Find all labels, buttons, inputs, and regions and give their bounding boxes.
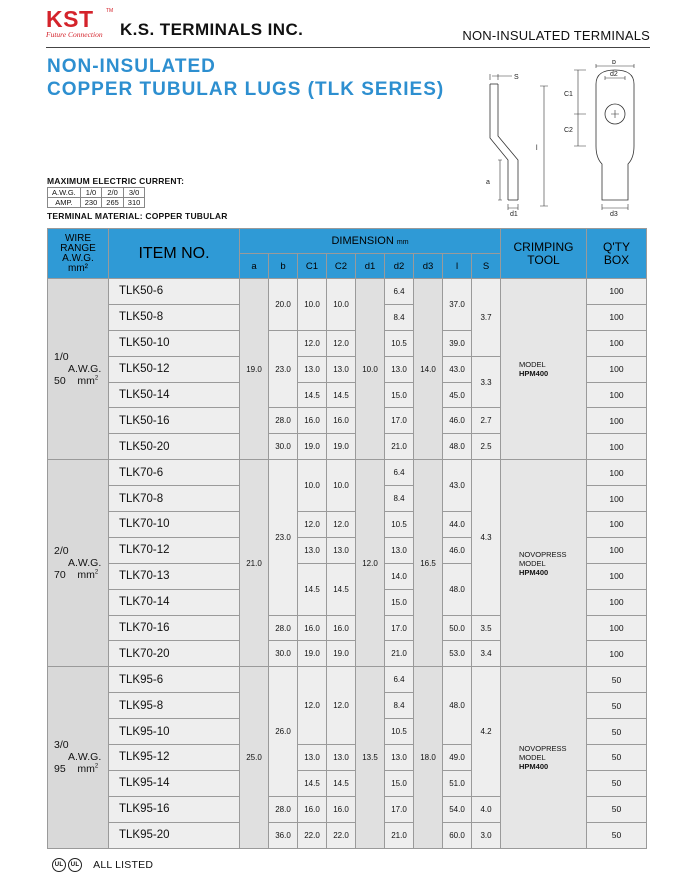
header-divider [46,47,650,48]
awg-value: 3/0 [123,188,145,198]
tool-brand: NOVOPRESS [519,743,567,753]
crimping-tool [501,667,587,848]
wire-range-cell [48,460,109,667]
title-line-2: COPPER TUBULAR LUGS (TLK SERIES) [47,79,445,100]
dim-d2: 21.0 [385,641,414,667]
dim-l: 54.0 [443,796,472,822]
header-wire-line: WIRE [64,232,92,244]
qty: 100 [587,382,647,408]
header-col-l: l [443,254,472,279]
dim-b: 28.0 [269,796,298,822]
item-no: TLK95-12 [109,745,240,771]
header-dimension-label: DIMENSION [331,235,394,247]
header-tool-line: CRIMPING [513,239,574,254]
header-item-no: ITEM NO. [109,229,240,279]
table-row [48,667,647,693]
dim-d2: 21.0 [385,434,414,460]
dim-b: 26.0 [269,667,298,796]
amp-row-amp-label: AMP. [48,198,81,208]
table-row [48,279,647,305]
dim-c2: 14.5 [327,770,356,796]
dim-b: 20.0 [269,279,298,331]
wire-mm-value: 50 [54,375,66,388]
front-profile [596,70,634,200]
item-no: TLK50-12 [109,356,240,382]
qty: 100 [587,279,647,305]
dim-s: 3.5 [472,615,501,641]
item-no: TLK70-10 [109,512,240,538]
dim-l: 46.0 [443,408,472,434]
header-wire-range [48,229,109,279]
dim-c2: 13.0 [327,356,356,382]
dim-l: 48.0 [443,667,472,745]
dim-c1: 13.0 [298,745,327,771]
dim-c2: 13.0 [327,537,356,563]
tool-model: HPM400 [519,369,549,379]
qty: 50 [587,796,647,822]
dim-b: 36.0 [269,822,298,848]
item-no: TLK70-20 [109,641,240,667]
tool-model: HPM400 [519,567,549,577]
dim-d2: 15.0 [385,589,414,615]
tool-brand: NOVOPRESS [519,549,567,559]
footer-text: ALL LISTED [93,858,154,871]
header-wire-line: RANGE [60,242,96,254]
wire-range-cell [48,279,109,460]
wire-mm-unit: mm [77,375,95,388]
header-dimension-unit: mm [396,239,409,246]
wire-mm-unit: mm [77,763,95,776]
item-no: TLK95-20 [109,822,240,848]
header-col-d1: d1 [356,254,385,279]
dim-c1: 12.0 [298,330,327,356]
dim-c1: 14.5 [298,770,327,796]
item-no: TLK50-10 [109,330,240,356]
dim-s: 2.7 [472,408,501,434]
amp-row-awg-label: A.W.G. [48,188,81,198]
dim-b: 28.0 [269,408,298,434]
dim-b: 28.0 [269,615,298,641]
kst-logo [46,8,118,39]
dim-l: 48.0 [443,434,472,460]
dim-l: 43.0 [443,460,472,512]
header-qty-line: BOX [603,252,630,267]
wire-range-cell [48,667,109,848]
dim-d3: 16.5 [414,460,443,667]
dim-c1: 16.0 [298,408,327,434]
qty: 50 [587,693,647,719]
header-col-d2: d2 [385,254,414,279]
diag-label-d2: d2 [610,71,618,78]
lug-dimension-diagram [478,60,648,216]
amp-value: 310 [123,198,145,208]
qty: 100 [587,512,647,538]
dim-d2: 15.0 [385,770,414,796]
diag-label-a: a [486,179,490,186]
diag-label-b: b [612,60,616,66]
item-no: TLK70-12 [109,537,240,563]
header-col-b: b [269,254,298,279]
tool-model: HPM400 [519,761,549,771]
dim-l: 37.0 [443,279,472,331]
item-no: TLK70-14 [109,589,240,615]
group-3-0-awg [48,667,647,848]
wire-mm-value: 95 [54,763,66,776]
qty: 50 [587,822,647,848]
dim-d2: 10.5 [385,330,414,356]
amp-value: 265 [102,198,124,208]
wire-awg-label: A.W.G. [68,363,102,376]
diag-label-l: l [536,145,538,152]
wire-awg-label: A.W.G. [68,751,102,764]
diag-label-s: S [514,74,519,81]
dim-l: 48.0 [443,563,472,615]
qty: 50 [587,667,647,693]
dim-c1: 10.0 [298,460,327,512]
trademark-mark: TM [106,8,114,14]
wire-awg: 1/0 [54,351,69,364]
dim-c2: 22.0 [327,822,356,848]
qty: 100 [587,408,647,434]
header-qty-line: Q'TY [603,239,630,254]
dim-a: 25.0 [240,667,269,848]
group-2-0-awg [48,460,647,667]
company-name: K.S. TERMINALS INC. [120,20,304,39]
wire-awg: 2/0 [54,545,69,558]
dim-d2: 14.0 [385,563,414,589]
qty: 100 [587,330,647,356]
header-wire-line: mm² [68,262,88,274]
item-no: TLK50-20 [109,434,240,460]
ul-mark-icon: UL [52,858,66,872]
dim-d3: 14.0 [414,279,443,460]
qty: 50 [587,719,647,745]
dim-d1: 13.5 [356,667,385,848]
dim-d1: 12.0 [356,460,385,667]
dim-c1: 14.5 [298,563,327,615]
wire-awg: 3/0 [54,739,69,752]
dim-c1: 16.0 [298,615,327,641]
dim-a: 19.0 [240,279,269,460]
dim-s: 4.3 [472,460,501,615]
ul-recognized-icon: UL [68,858,82,872]
dim-l: 44.0 [443,512,472,538]
qty: 100 [587,434,647,460]
wire-awg-label: A.W.G. [68,557,102,570]
dim-d1: 10.0 [356,279,385,460]
dim-d2: 6.4 [385,460,414,486]
dim-c2: 16.0 [327,796,356,822]
dim-c2: 13.0 [327,745,356,771]
dim-l: 53.0 [443,641,472,667]
item-no: TLK95-16 [109,796,240,822]
dim-s: 3.4 [472,641,501,667]
item-no: TLK50-16 [109,408,240,434]
dim-a: 21.0 [240,460,269,667]
header [46,6,650,46]
wire-mm: 50 $mm^2$ [54,375,99,388]
dim-d2: 8.4 [385,486,414,512]
dim-b: 23.0 [269,460,298,615]
item-no: TLK70-6 [109,460,240,486]
tool-model-label: MODEL [519,558,546,568]
qty: 100 [587,563,647,589]
logo-tagline: Future Connection [46,30,103,39]
diag-label-c2: C2 [564,127,573,134]
side-profile-left [490,84,508,200]
qty: 50 [587,745,647,771]
header-tool-line: TOOL [527,252,560,267]
header-col-s: S [472,254,501,279]
dim-l: 60.0 [443,822,472,848]
dim-s: 4.2 [472,667,501,796]
dim-l: 50.0 [443,615,472,641]
dim-c1: 10.0 [298,279,327,331]
crimping-tool [501,279,587,460]
header-col-d3: d3 [414,254,443,279]
wire-mm: 70 $mm^2$ [54,569,99,582]
dim-c2: 14.5 [327,382,356,408]
tool-model-label: MODEL [519,360,546,370]
item-no: TLK95-6 [109,667,240,693]
dim-c1: 14.5 [298,382,327,408]
diag-label-d1: d1 [510,211,518,216]
item-no: TLK70-8 [109,486,240,512]
item-no: TLK70-16 [109,615,240,641]
diag-label-c1: C1 [564,91,573,98]
dim-d2: 10.5 [385,512,414,538]
dim-d2: 13.0 [385,356,414,382]
max-current-title: MAXIMUM ELECTRIC CURRENT: [47,176,185,186]
dim-l: 43.0 [443,356,472,382]
qty: 50 [587,770,647,796]
dim-l: 45.0 [443,382,472,408]
wire-mm-unit: mm [77,569,95,582]
dim-s: 4.0 [472,796,501,822]
dim-c1: 16.0 [298,796,327,822]
qty: 100 [587,304,647,330]
dim-c1: 13.0 [298,356,327,382]
qty: 100 [587,460,647,486]
awg-value: 2/0 [102,188,124,198]
qty: 100 [587,589,647,615]
dim-d2: 13.0 [385,745,414,771]
dim-l: 46.0 [443,537,472,563]
dim-l: 39.0 [443,330,472,356]
item-no: TLK70-13 [109,563,240,589]
header-wire-line: A.W.G. [62,252,94,264]
amp-value: 230 [80,198,102,208]
wire-mm: 95 $mm^2$ [54,763,99,776]
title-line-1: NON-INSULATED [47,56,216,77]
dim-d2: 6.4 [385,667,414,693]
qty: 100 [587,615,647,641]
qty: 100 [587,537,647,563]
awg-value: 1/0 [80,188,102,198]
dim-s: 3.3 [472,356,501,408]
dim-d2: 8.4 [385,304,414,330]
group-1-0-awg [48,279,647,460]
header-col-c2: C2 [327,254,356,279]
dim-c2: 16.0 [327,615,356,641]
page-category: NON-INSULATED TERMINALS [462,28,650,43]
dim-d2: 15.0 [385,382,414,408]
item-no: TLK95-8 [109,693,240,719]
crimping-tool [501,460,587,667]
wire-mm-value: 70 [54,569,66,582]
page-title [47,55,444,101]
dim-c1: 13.0 [298,537,327,563]
dim-c2: 12.0 [327,330,356,356]
dim-c1: 19.0 [298,434,327,460]
header-col-a: a [240,254,269,279]
dim-d2: 10.5 [385,719,414,745]
header-dimension [240,229,501,254]
tool-model-label: MODEL [519,752,546,762]
dim-d2: 17.0 [385,408,414,434]
table-row [48,460,647,486]
dim-l: 51.0 [443,770,472,796]
dim-l: 49.0 [443,745,472,771]
terminal-material: TERMINAL MATERIAL: COPPER TUBULAR [47,211,228,221]
amp-table [47,187,145,208]
qty: 100 [587,641,647,667]
dim-d2: 6.4 [385,279,414,305]
dim-d2: 17.0 [385,615,414,641]
dim-c2: 14.5 [327,563,356,615]
header-qty-box [587,229,647,279]
footer-listing [52,858,153,872]
dim-c1: 19.0 [298,641,327,667]
item-no: TLK50-6 [109,279,240,305]
item-no: TLK50-14 [109,382,240,408]
item-no: TLK95-10 [109,719,240,745]
logo-text: KST [46,6,94,32]
dim-s: 2.5 [472,434,501,460]
dim-s: 3.7 [472,279,501,357]
item-no: TLK50-8 [109,304,240,330]
dim-c2: 19.0 [327,641,356,667]
dim-b: 30.0 [269,434,298,460]
dim-c2: 19.0 [327,434,356,460]
qty: 100 [587,356,647,382]
spec-table [47,228,647,849]
dim-b: 23.0 [269,330,298,408]
dim-d3: 18.0 [414,667,443,848]
dim-d2: 13.0 [385,537,414,563]
dim-c2: 12.0 [327,512,356,538]
dim-c1: 12.0 [298,667,327,745]
dim-c2: 12.0 [327,667,356,745]
diag-label-d3: d3 [610,211,618,216]
dim-c2: 10.0 [327,279,356,331]
dim-c1: 22.0 [298,822,327,848]
header-col-c1: C1 [298,254,327,279]
dim-d2: 21.0 [385,822,414,848]
dim-d2: 17.0 [385,796,414,822]
item-no: TLK95-14 [109,770,240,796]
max-current-block [47,176,184,208]
dim-s: 3.0 [472,822,501,848]
dim-c2: 16.0 [327,408,356,434]
header-crimping-tool [501,229,587,279]
dim-b: 30.0 [269,641,298,667]
dim-c1: 12.0 [298,512,327,538]
dim-c2: 10.0 [327,460,356,512]
dim-d2: 8.4 [385,693,414,719]
qty: 100 [587,486,647,512]
